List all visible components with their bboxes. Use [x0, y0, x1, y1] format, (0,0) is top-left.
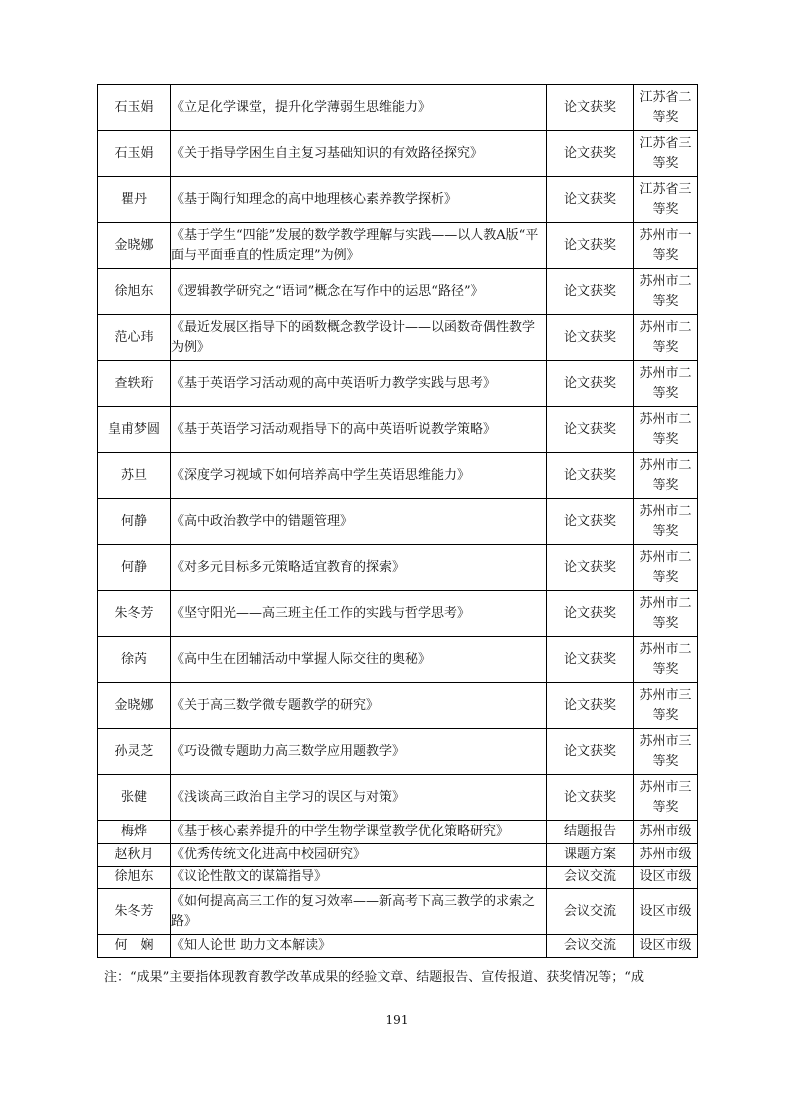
author-cell: 朱冬芳: [98, 889, 171, 935]
footnote: 注：“成果”主要指体现教育教学改革成果的经验文章、结题报告、宣传报道、获奖情况等；“成: [104, 970, 644, 985]
title-cell: 《如何提高高三工作的复习效率——新高考下高三教学的求索之路》: [171, 889, 547, 935]
level-cell: 苏州市二等奖: [634, 545, 698, 591]
title-cell: 《立足化学课堂，提升化学薄弱生思维能力》: [171, 85, 547, 131]
level-cell: 苏州市二等奖: [634, 591, 698, 637]
title-cell: 《浅谈高三政治自主学习的误区与对策》: [171, 775, 547, 821]
author-cell: 瞿丹: [98, 177, 171, 223]
table-row: [98, 821, 698, 844]
title-cell: 《基于陶行知理念的高中地理核心素养教学探析》: [171, 177, 547, 223]
author-cell: 金晓娜: [98, 683, 171, 729]
type-cell: 论文获奖: [547, 683, 634, 729]
level-cell: 苏州市三等奖: [634, 729, 698, 775]
table-row: [98, 637, 698, 683]
author-cell: 张健: [98, 775, 171, 821]
table-row: [98, 499, 698, 545]
type-cell: 论文获奖: [547, 407, 634, 453]
table-row: [98, 775, 698, 821]
author-cell: 石玉娟: [98, 131, 171, 177]
type-cell: 论文获奖: [547, 315, 634, 361]
author-cell: 查轶珩: [98, 361, 171, 407]
type-cell: 论文获奖: [547, 223, 634, 269]
table-row: [98, 315, 698, 361]
table-row: [98, 453, 698, 499]
title-cell: 《关于指导学困生自主复习基础知识的有效路径探究》: [171, 131, 547, 177]
level-cell: 设区市级: [634, 935, 698, 958]
table-row: [98, 591, 698, 637]
author-cell: 徐芮: [98, 637, 171, 683]
level-cell: 苏州市二等奖: [634, 315, 698, 361]
title-cell: 《坚守阳光——高三班主任工作的实践与哲学思考》: [171, 591, 547, 637]
author-cell: 石玉娟: [98, 85, 171, 131]
title-cell: 《基于英语学习活动观指导下的高中英语听说教学策略》: [171, 407, 547, 453]
level-cell: 江苏省三等奖: [634, 131, 698, 177]
page-number: 191: [385, 1013, 409, 1027]
table-row: [98, 407, 698, 453]
author-cell: 徐旭东: [98, 269, 171, 315]
author-cell: 朱冬芳: [98, 591, 171, 637]
type-cell: 论文获奖: [547, 269, 634, 315]
type-cell: 结题报告: [547, 821, 634, 844]
title-cell: 《巧设微专题助力高三数学应用题教学》: [171, 729, 547, 775]
type-cell: 论文获奖: [547, 637, 634, 683]
author-cell: 苏旦: [98, 453, 171, 499]
level-cell: 设区市级: [634, 889, 698, 935]
title-cell: 《对多元目标多元策略适宜教育的探索》: [171, 545, 547, 591]
title-cell: 《逻辑教学研究之“语词”概念在写作中的运思“路径”》: [171, 269, 547, 315]
type-cell: 会议交流: [547, 866, 634, 889]
type-cell: 会议交流: [547, 935, 634, 958]
author-cell: 赵秋月: [98, 843, 171, 866]
level-cell: 苏州市二等奖: [634, 407, 698, 453]
type-cell: 论文获奖: [547, 361, 634, 407]
table-row: [98, 729, 698, 775]
table-row: [98, 177, 698, 223]
level-cell: 设区市级: [634, 866, 698, 889]
title-cell: 《深度学习视域下如何培养高中学生英语思维能力》: [171, 453, 547, 499]
awards-table: [97, 84, 698, 958]
author-cell: 范心玮: [98, 315, 171, 361]
author-cell: 金晓娜: [98, 223, 171, 269]
title-cell: 《优秀传统文化进高中校园研究》: [171, 843, 547, 866]
table-row: [98, 131, 698, 177]
level-cell: 苏州市二等奖: [634, 453, 698, 499]
level-cell: 苏州市三等奖: [634, 683, 698, 729]
table-row: [98, 269, 698, 315]
type-cell: 论文获奖: [547, 453, 634, 499]
table-row: [98, 223, 698, 269]
title-cell: 《基于学生“四能”发展的数学教学理解与实践——以人教A版“平面与平面垂直的性质定理”为例》: [171, 223, 547, 269]
title-cell: 《基于英语学习活动观的高中英语听力教学实践与思考》: [171, 361, 547, 407]
table-row: [98, 843, 698, 866]
table-row: [98, 85, 698, 131]
awards-table-body: [98, 85, 698, 958]
author-cell: 皇甫梦圆: [98, 407, 171, 453]
level-cell: 江苏省三等奖: [634, 177, 698, 223]
author-cell: 孙灵芝: [98, 729, 171, 775]
level-cell: 苏州市二等奖: [634, 361, 698, 407]
type-cell: 论文获奖: [547, 591, 634, 637]
table-row: [98, 889, 698, 935]
level-cell: 苏州市二等奖: [634, 499, 698, 545]
type-cell: 论文获奖: [547, 177, 634, 223]
level-cell: 苏州市级: [634, 821, 698, 844]
title-cell: 《关于高三数学微专题教学的研究》: [171, 683, 547, 729]
level-cell: 苏州市二等奖: [634, 269, 698, 315]
author-cell: 何静: [98, 545, 171, 591]
level-cell: 江苏省二等奖: [634, 85, 698, 131]
title-cell: 《最近发展区指导下的函数概念教学设计——以函数奇偶性教学为例》: [171, 315, 547, 361]
level-cell: 苏州市三等奖: [634, 775, 698, 821]
table-row: [98, 361, 698, 407]
type-cell: 论文获奖: [547, 499, 634, 545]
type-cell: 论文获奖: [547, 729, 634, 775]
type-cell: 课题方案: [547, 843, 634, 866]
title-cell: 《知人论世 助力文本解读》: [171, 935, 547, 958]
title-cell: 《议论性散文的谋篇指导》: [171, 866, 547, 889]
level-cell: 苏州市二等奖: [634, 637, 698, 683]
author-cell: 徐旭东: [98, 866, 171, 889]
table-row: [98, 935, 698, 958]
title-cell: 《基于核心素养提升的中学生物学课堂教学优化策略研究》: [171, 821, 547, 844]
table-row: [98, 866, 698, 889]
author-cell: 何静: [98, 499, 171, 545]
type-cell: 论文获奖: [547, 131, 634, 177]
table-row: [98, 683, 698, 729]
author-cell: 梅烨: [98, 821, 171, 844]
type-cell: 论文获奖: [547, 545, 634, 591]
author-cell: 何 娴: [98, 935, 171, 958]
title-cell: 《高中政治教学中的错题管理》: [171, 499, 547, 545]
title-cell: 《高中生在团辅活动中掌握人际交往的奥秘》: [171, 637, 547, 683]
type-cell: 论文获奖: [547, 775, 634, 821]
type-cell: 会议交流: [547, 889, 634, 935]
level-cell: 苏州市一等奖: [634, 223, 698, 269]
type-cell: 论文获奖: [547, 85, 634, 131]
table-row: [98, 545, 698, 591]
level-cell: 苏州市级: [634, 843, 698, 866]
